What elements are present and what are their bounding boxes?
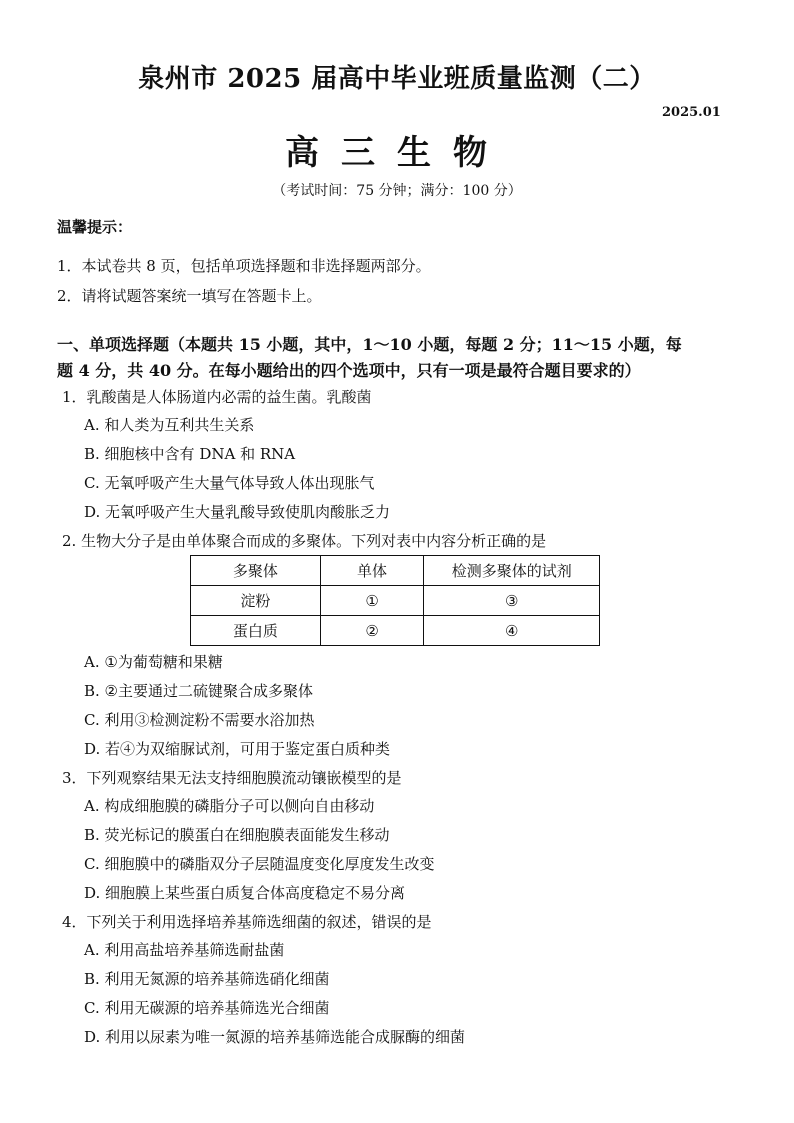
question-4-option-c: C. 利用无碳源的培养基筛选光合细菌 [84,999,330,1017]
question-3-option-a: A. 构成细胞膜的磷脂分子可以侧向自由移动 [84,797,375,815]
table-row [191,616,600,646]
tip-item: 1．本试卷共 8 页，包括单项选择题和非选择题两部分。 [57,257,431,275]
exam-title: 泉州市 2025 届高中毕业班质量监测（二） [138,64,656,94]
question-2-option-d: D. 若④为双缩脲试剂，可用于鉴定蛋白质种类 [84,740,391,758]
table-header-cell: 多聚体 [191,556,321,586]
table-cell: ② [320,616,424,646]
question-3-option-d: D. 细胞膜上某些蛋白质复合体高度稳定不易分离 [84,884,406,902]
question-4-option-a: A. 利用高盐培养基筛选耐盐菌 [84,941,285,959]
table-header-cell: 单体 [320,556,424,586]
question-1-option-d: D. 无氧呼吸产生大量乳酸导致使肌肉酸胀乏力 [84,503,391,521]
table-header-cell: 检测多聚体的试剂 [424,556,600,586]
exam-info: （考试时间：75 分钟；满分：100 分） [272,183,522,199]
section-heading-cont: 题 4 分，共 40 分。在每小题给出的四个选项中，只有一项是最符合题目要求的） [57,361,641,380]
question-1-option-c: C. 无氧呼吸产生大量气体导致人体出现胀气 [84,474,375,492]
table-cell: 淀粉 [191,586,321,616]
question-4-option-d: D. 利用以尿素为唯一氮源的培养基筛选能合成脲酶的细菌 [84,1028,466,1046]
subject-title: 高三生物 [285,133,509,173]
table-row [191,586,600,616]
question-4-option-b: B. 利用无氮源的培养基筛选硝化细菌 [84,970,330,988]
question-3-option-b: B. 荧光标记的膜蛋白在细胞膜表面能发生移动 [84,826,390,844]
section-heading: 一、单项选择题（本题共 15 小题，其中，1～10 小题，每题 2 分；11～15 小题，每 [57,335,682,354]
question-2-option-a: A. ①为葡萄糖和果糖 [84,653,223,671]
table-header-row [191,556,600,586]
table-cell: ③ [424,586,600,616]
question-3-option-c: C. 细胞膜中的磷脂双分子层随温度变化厚度发生改变 [84,855,435,873]
table-cell: ④ [424,616,600,646]
tip-item: 2．请将试题答案统一填写在答题卡上。 [57,287,322,305]
polymer-table [190,555,600,646]
question-1-option-a: A. 和人类为互利共生关系 [84,416,255,434]
question-1-option-b: B. 细胞核中含有 DNA 和 RNA [84,445,296,463]
question-2-option-c: C. 利用③检测淀粉不需要水浴加热 [84,711,315,729]
question-2-option-b: B. ②主要通过二硫键聚合成多聚体 [84,682,314,700]
tips-title: 温馨提示： [57,218,133,236]
table-cell: 蛋白质 [191,616,321,646]
question-3-stem: 3．下列观察结果无法支持细胞膜流动镶嵌模型的是 [62,769,402,787]
question-1-stem: 1．乳酸菌是人体肠道内必需的益生菌。乳酸菌 [62,388,372,406]
question-4-stem: 4．下列关于利用选择培养基筛选细菌的叙述，错误的是 [62,913,432,931]
exam-date: 2025.01 [662,105,721,120]
question-2-stem: 2. 生物大分子是由单体聚合而成的多聚体。下列对表中内容分析正确的是 [62,532,547,550]
table-cell: ① [320,586,424,616]
